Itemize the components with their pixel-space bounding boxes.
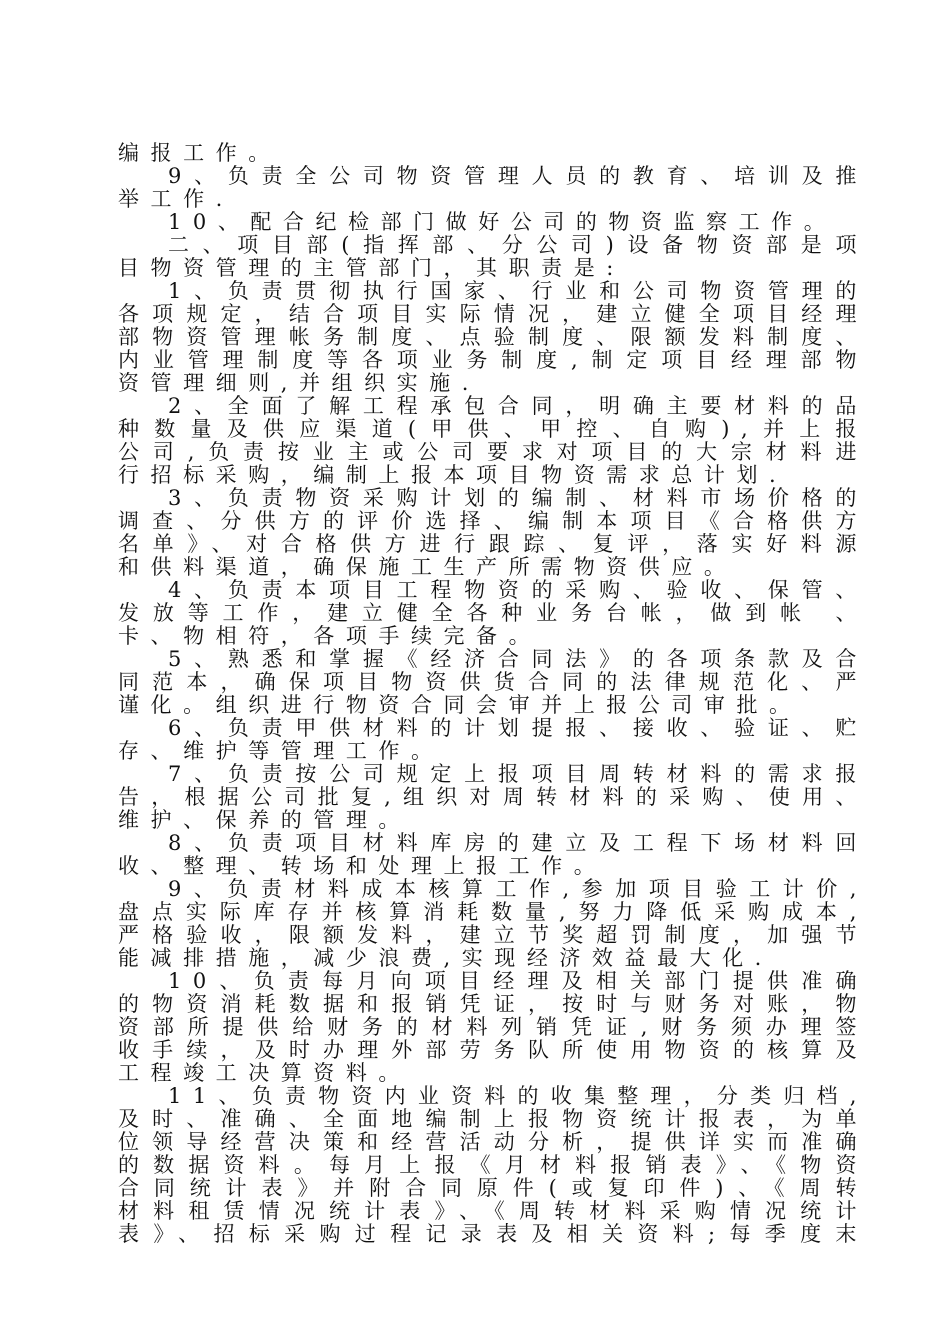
text-line: 10、配合纪检部门做好公司的物资监察工作。 xyxy=(168,210,837,234)
text-line: 9、负责材料成本核算工作,参加项目验工计价, xyxy=(168,878,868,901)
text-line: 7、负责按公司规定上报项目周转材料的需求报 xyxy=(168,763,868,786)
text-line: 盘点实际库存并核算消耗数量,努力降低采购成本, xyxy=(118,901,868,924)
text-line: 3、负责物资采购计划的编制、材料市场价格的 xyxy=(168,487,868,510)
text-line: 和供料渠道，确保施工生产所需物资供应。 xyxy=(118,555,737,579)
text-line: 目物资管理的主管部门，其职责是: xyxy=(118,256,625,280)
text-line: 6、负责甲供材料的计划提报、接收、验证、贮 xyxy=(168,717,868,740)
text-line: 的物资消耗数据和报销凭证，按时与财务对账，物 xyxy=(118,993,868,1016)
text-line: 存、维护等管理工作。 xyxy=(118,739,444,763)
text-line: 工程竣工决算资料。 xyxy=(118,1061,411,1085)
text-line: 内业管理制度等各项业务制度,制定项目经理部物 xyxy=(118,349,868,372)
text-line: 材料租赁情况统计表》、《周转材料采购情况统计 xyxy=(118,1200,868,1223)
text-line: 11、负责物资内业资料的收集整理，分类归档, xyxy=(168,1085,868,1108)
text-line: 发放等工作，建立健全各种业务台帐，做到帐 、 xyxy=(118,602,868,625)
text-line: 1、负责贯彻执行国家、行业和公司物资管理的 xyxy=(168,280,868,303)
text-line: 位领导经营决策和经营活动分析，提供详实而准确 xyxy=(118,1131,868,1154)
text-line: 各项规定，结合项目实际情况，建立健全项目经理 xyxy=(118,303,868,326)
text-line: 表》、招标采购过程记录表及相关资料;每季度末 xyxy=(118,1223,868,1246)
text-line: 收手续，及时办理外部劳务队所使用物资的核算及 xyxy=(118,1039,868,1062)
text-line: 行招标采购，编制上报本项目物资需求总计划. xyxy=(118,463,788,487)
text-line: 9、负责全公司物资管理人员的教育、培训及推 xyxy=(168,165,868,188)
text-line: 严格验收，限额发料，建立节奖超罚制度，加强节 xyxy=(118,924,868,947)
text-line: 告，根据公司批复,组织对周转材料的采购、使用、 xyxy=(118,786,868,809)
text-line: 调查、分供方的评价选择、编制本项目《合格供方 xyxy=(118,510,868,533)
text-line: 10、负责每月向项目经理及相关部门提供准确 xyxy=(168,970,868,993)
text-line: 2、全面了解工程承包合同，明确主要材料的品 xyxy=(168,395,868,418)
text-line: 及时、准确、全面地编制上报物资统计报表，为单 xyxy=(118,1108,868,1131)
text-line: 举工作. xyxy=(118,187,234,211)
text-line: 卡、物相符，各项手续完备。 xyxy=(118,624,542,648)
text-line: 的数据资料。每月上报《月材料报销表》、《物资 xyxy=(118,1154,868,1177)
text-line: 维护、保养的管理。 xyxy=(118,808,411,832)
text-line: 资管理细则,并组织实施. xyxy=(118,371,480,395)
text-line: 谨化。组织进行物资合同会审并上报公司审批。 xyxy=(118,693,802,717)
text-line: 4、负责本项目工程物资的采购、验收、保管、 xyxy=(168,579,868,602)
text-line: 5、熟悉和掌握《经济合同法》的各项条款及合 xyxy=(168,648,868,671)
text-line: 部物资管理帐务制度、点验制度、限额发料制度、 xyxy=(118,326,868,349)
text-line: 同范本，确保项目物资供货合同的法律规范化、严 xyxy=(118,671,868,694)
text-line: 收、整理、转场和处理上报工作。 xyxy=(118,854,607,878)
document-body xyxy=(118,142,868,1246)
text-line: 编报工作。 xyxy=(118,141,281,165)
text-line: 8、负责项目材料库房的建立及工程下场材料回 xyxy=(168,832,868,855)
text-line: 种数量及供应渠道(甲供、甲控、自购),并上报 xyxy=(118,418,868,441)
text-line: 二、项目部(指挥部、分公司)设备物资部是项 xyxy=(168,234,868,257)
text-line: 能减排措施，减少浪费,实现经济效益最大化. xyxy=(118,946,773,970)
text-line: 资部所提供给财务的材料列销凭证,财务须办理签 xyxy=(118,1016,868,1039)
text-line: 名单》、对合格供方进行跟踪、复评，落实好料源 xyxy=(118,533,868,556)
text-line: 合同统计表》并附合同原件(或复印件)、《周转 xyxy=(118,1177,868,1200)
text-line: 公司,负责按业主或公司要求对项目的大宗材料进 xyxy=(118,441,868,464)
